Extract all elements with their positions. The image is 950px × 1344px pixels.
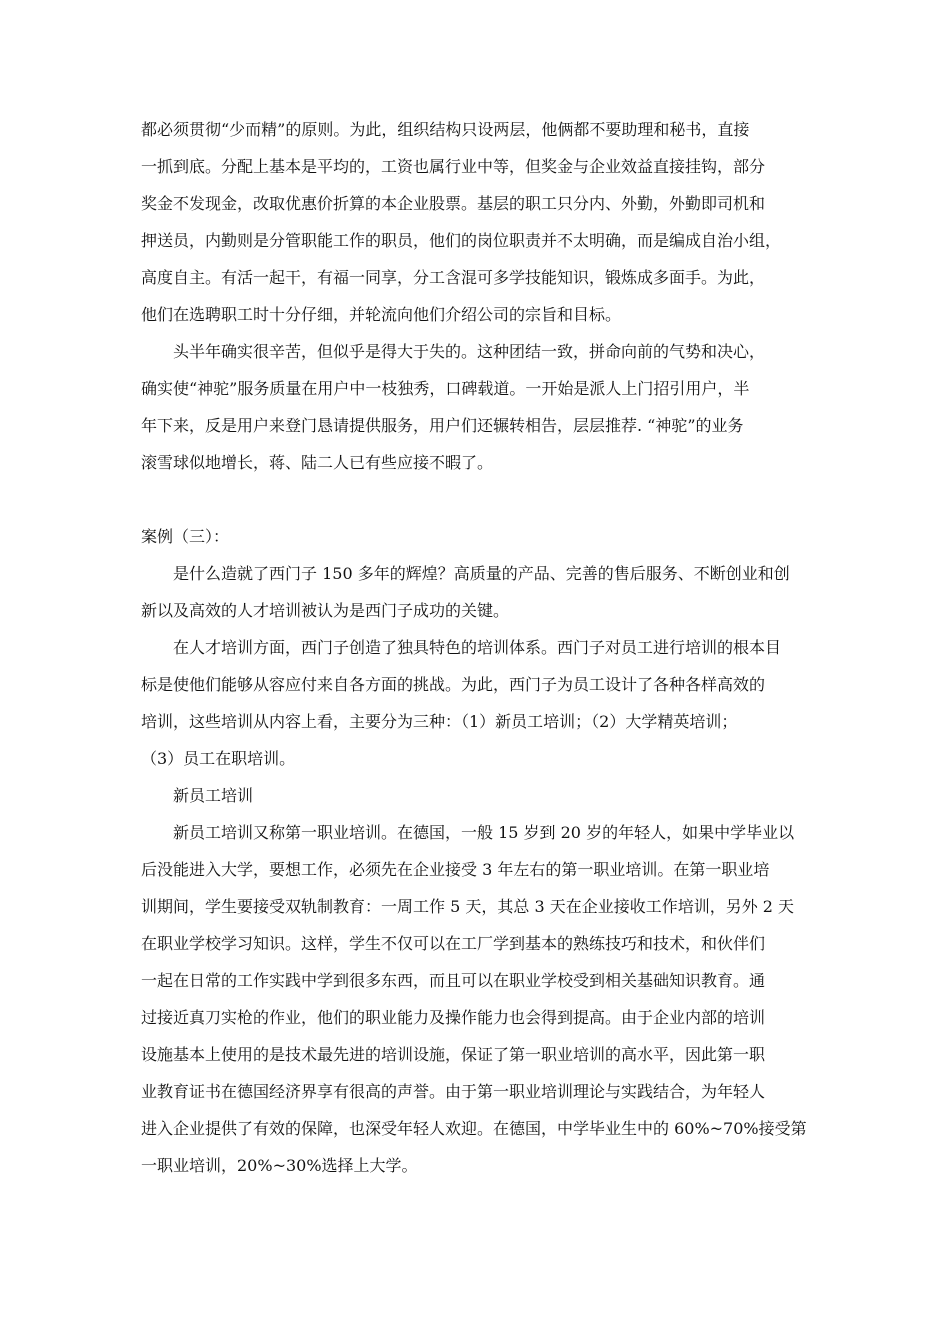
text-line: 押送员，内勤则是分管职能工作的职员，他们的岗位职责并不太明确，而是编成自治小组， xyxy=(141,231,782,250)
text-line: 设施基本上使用的是技术最先进的培训设施，保证了第一职业培训的高水平，因此第一职 xyxy=(141,1045,766,1064)
text-line: 标是使他们能够从容应付来自各方面的挑战。为此，西门子为员工设计了各种各样高效的 xyxy=(141,675,766,694)
text-line: 一起在日常的工作实践中学到很多东西，而且可以在职业学校受到相关基础知识教育。通 xyxy=(141,971,766,990)
text-line: 一职业培训，20%~30%选择上大学。 xyxy=(141,1156,418,1175)
text-line: 培训，这些培训从内容上看，主要分为三种：（1）新员工培训；（2）大学精英培训； xyxy=(141,712,738,731)
text-line: （3）员工在职培训。 xyxy=(141,749,296,768)
text-line: 一抓到底。分配上基本是平均的，工资也属行业中等，但奖金与企业效益直接挂钩，部分 xyxy=(141,157,766,176)
text-line: 确实使“神驼”服务质量在用户中一枝独秀，口碑载道。一开始是派人上门招引用户，半 xyxy=(141,379,750,398)
text-line: 在职业学校学习知识。这样，学生不仅可以在工厂学到基本的熟练技巧和技术，和伙伴们 xyxy=(141,934,766,953)
text-line: 后没能进入大学，要想工作，必须先在企业接受 3 年左右的第一职业培训。在第一职业培 xyxy=(141,860,770,879)
text-line: 头半年确实很辛苦，但似乎是得大于失的。这种团结一致，拼命向前的气势和决心， xyxy=(173,342,766,361)
text-line: 业教育证书在德国经济界享有很高的声誉。由于第一职业培训理论与实践结合，为年轻人 xyxy=(141,1082,766,1101)
text-line: 他们在选聘职工时十分仔细，并轮流向他们介绍公司的宗旨和目标。 xyxy=(141,305,622,324)
section-heading: 案例（三）： xyxy=(141,527,230,546)
text-line: 滚雪球似地增长，蒋、陆二人已有些应接不暇了。 xyxy=(141,453,494,472)
text-line: 进入企业提供了有效的保障，也深受年轻人欢迎。在德国，中学毕业生中的 60%~70%接受第 xyxy=(141,1119,807,1138)
text-line: 奖金不发现金，改取优惠价折算的本企业股票。基层的职工只分内、外勤，外勤即司机和 xyxy=(141,194,766,213)
text-line: 都必须贯彻“少而精”的原则。为此，组织结构只设两层，他俩都不要助理和秘书，直接 xyxy=(141,120,750,139)
text-line: 新以及高效的人才培训被认为是西门子成功的关键。 xyxy=(141,601,510,620)
text-line: 过接近真刀实枪的作业，他们的职业能力及操作能力也会得到提高。由于企业内部的培训 xyxy=(141,1008,766,1027)
text-line: 在人才培训方面，西门子创造了独具特色的培训体系。西门子对员工进行培训的根本目 xyxy=(173,638,782,657)
text-line: 高度自主。有活一起干，有福一同享，分工含混可多学技能知识，锻炼成多面手。为此， xyxy=(141,268,766,287)
text-line: 年下来，反是用户来登门恳请提供服务，用户们还辗转相告，层层推荐. “神驼”的业务 xyxy=(141,416,744,435)
text-line: 新员工培训又称第一职业培训。在德国，一般 15 岁到 20 岁的年轻人，如果中学毕业以 xyxy=(173,823,795,842)
text-line: 训期间，学生要接受双轨制教育：一周工作 5 天，其总 3 天在企业接收工作培训，另外 2 天 xyxy=(141,897,795,916)
subheading: 新员工培训 xyxy=(173,786,254,805)
text-line: 是什么造就了西门子 150 多年的辉煌？高质量的产品、完善的售后服务、不断创业和创 xyxy=(173,564,790,583)
